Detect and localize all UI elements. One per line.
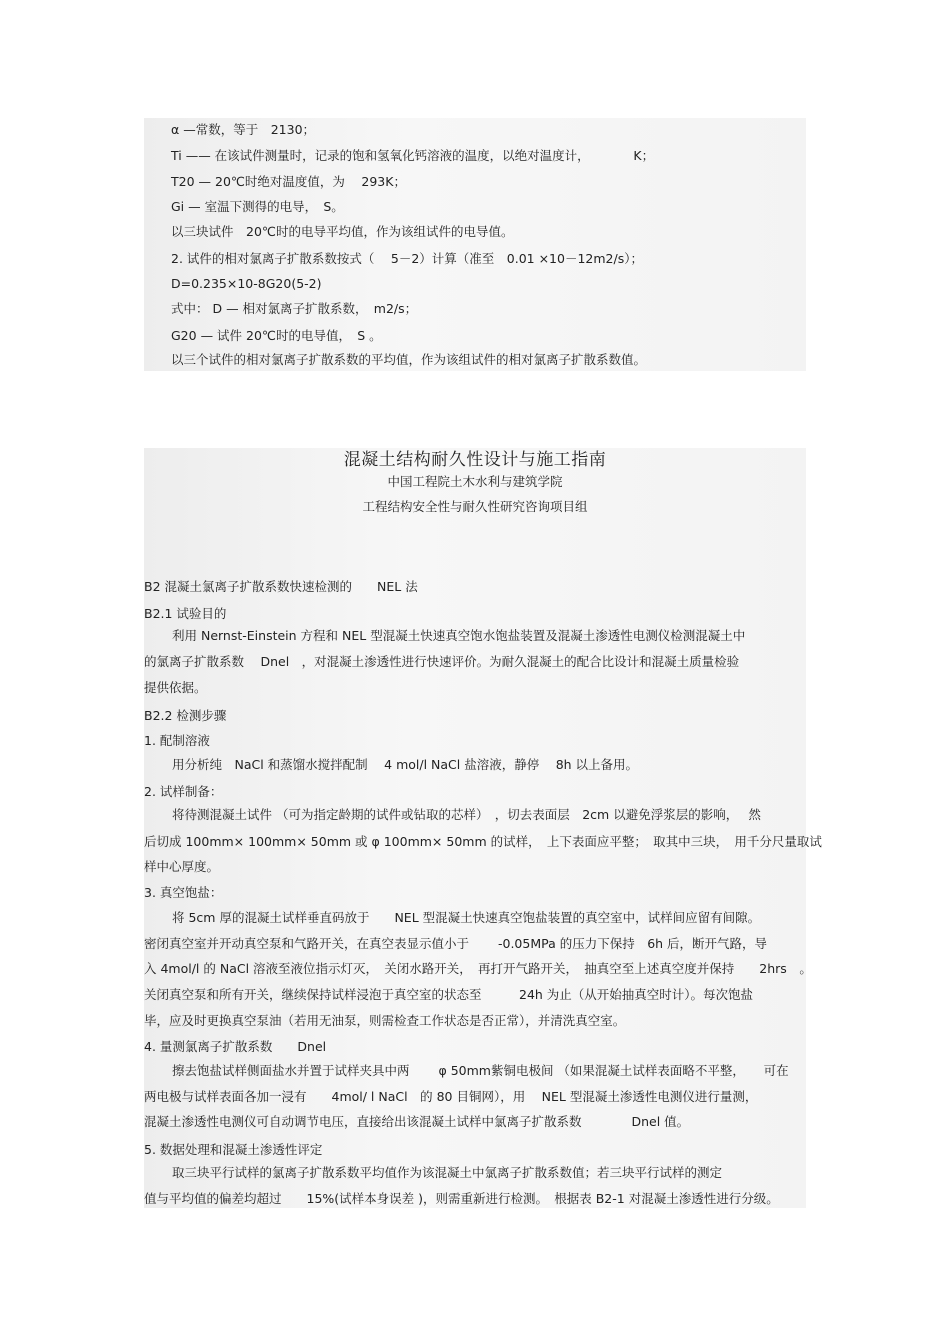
section-heading: B2.1 试验目的 [144, 606, 227, 621]
text-line: 式中： D — 相对氯离子扩散系数， m2/s； [171, 301, 418, 316]
formula: D=0.235×10-8G20(5-2) [171, 276, 322, 291]
guideline-section [144, 448, 822, 1208]
text-line: 样中心厚度。 [144, 859, 220, 874]
step-heading: 4. 量测氯离子扩散系数 Dnel [144, 1039, 327, 1054]
text-line: 擦去饱盐试样侧面盐水并置于试样夹具中两 φ 50mm紫铜电极间 （如果混凝土试样表面略不平整， 可在 [172, 1063, 789, 1078]
document-title: 混凝土结构耐久性设计与施工指南 [343, 450, 607, 470]
text-line: 取三块平行试样的氯离子扩散系数平均值作为该混凝土中氯离子扩散系数值；若三块平行试样的测定 [172, 1165, 723, 1180]
text-line: 值与平均值的偏差均超过 15%(试样本身误差 )，则需重新进行检测。 根据表 B2-1 对混凝土渗透性进行分级。 [144, 1191, 779, 1206]
step-heading: 1. 配制溶液 [144, 733, 210, 748]
step-heading: 3. 真空饱盐： [144, 885, 223, 900]
section-heading: B2.2 检测步骤 [144, 708, 227, 723]
text-line: 将待测混凝土试件 （可为指定龄期的试件或钻取的芯样） ，切去表面层 2cm 以避免浮浆层的影响， 然 [172, 807, 761, 822]
text-line: 利用 Nernst-Einstein 方程和 NEL 型混凝土快速真空饱水饱盐装置及混凝土渗透性电测仪检测混凝土中 [172, 628, 746, 643]
text-line: α —常数，等于 2130； [171, 122, 316, 137]
text-line: G20 — 试件 20℃时的电导值， S 。 [171, 328, 382, 343]
section-heading: B2 混凝土氯离子扩散系数快速检测的 NEL 法 [144, 579, 418, 594]
step-heading: 5. 数据处理和混凝土渗透性评定 [144, 1142, 323, 1157]
text-line: T20 — 20℃时绝对温度值，为 293K； [171, 174, 406, 189]
text-line: 后切成 100mm× 100mm× 50mm 或 φ 100mm× 50mm 的试样， 上下表面应平整； 取其中三块， 用千分尺量取试 [144, 834, 822, 849]
text-line: 的氯离子扩散系数 Dnel ，对混凝土渗透性进行快速评价。为耐久混凝土的配合比设计和混凝土质量检验 [144, 654, 740, 669]
text-line: 以三个试件的相对氯离子扩散系数的平均值，作为该组试件的相对氯离子扩散系数值。 [171, 352, 647, 367]
document-subtitle: 工程结构安全性与耐久性研究咨询项目组 [362, 499, 588, 514]
formula-notes-section [144, 118, 806, 371]
text-line: 提供依据。 [144, 680, 207, 695]
step-heading: 2. 试样制备： [144, 784, 223, 799]
text-line: 2. 试件的相对氯离子扩散系数按式（ 5－2）计算（准至 0.01 ×10－12m2/s）； [171, 251, 643, 266]
text-line: 密闭真空室并开动真空泵和气路开关，在真空表显示值小于 -0.05MPa 的压力下保持 6h 后，断开气路，导 [144, 936, 768, 951]
text-line: 用分析纯 NaCl 和蒸馏水搅拌配制 4 mol/l NaCl 盐溶液，静停 8h 以上备用。 [172, 757, 639, 772]
text-line: 毕，应及时更换真空泵油（若用无油泵，则需检查工作状态是否正常），并清洗真空室。 [144, 1013, 626, 1028]
document-subtitle: 中国工程院土木水利与建筑学院 [387, 474, 563, 489]
text-line: Gi — 室温下测得的电导， S。 [171, 199, 344, 214]
text-line: 将 5cm 厚的混凝土试样垂直码放于 NEL 型混凝土快速真空饱盐装置的真空室中，试样间应留有间隙。 [172, 910, 761, 925]
text-line: 入 4mol/l 的 NaCl 溶液至液位指示灯灭， 关闭水路开关， 再打开气路开关， 抽真空至上述真空度并保持 2hrs 。 [144, 961, 812, 976]
text-line: 两电极与试样表面各加一浸有 4mol/ l NaCl 的 80 目铜网），用 NEL 型混凝土渗透性电测仪进行量测， [144, 1089, 758, 1104]
text-line: 以三块试件 20℃时的电导平均值，作为该组试件的电导值。 [171, 224, 514, 239]
text-line: Ti —— 在该试件测量时，记录的饱和氢氧化钙溶液的温度，以绝对温度计， K； [171, 148, 655, 163]
text-line: 混凝土渗透性电测仪可自动调节电压，直接给出该混凝土试样中氯离子扩散系数 Dnel 值。 [144, 1114, 690, 1129]
text-line: 关闭真空泵和所有开关，继续保持试样浸泡于真空室的状态至 24h 为止（从开始抽真空时计）。每次饱盐 [144, 987, 754, 1002]
